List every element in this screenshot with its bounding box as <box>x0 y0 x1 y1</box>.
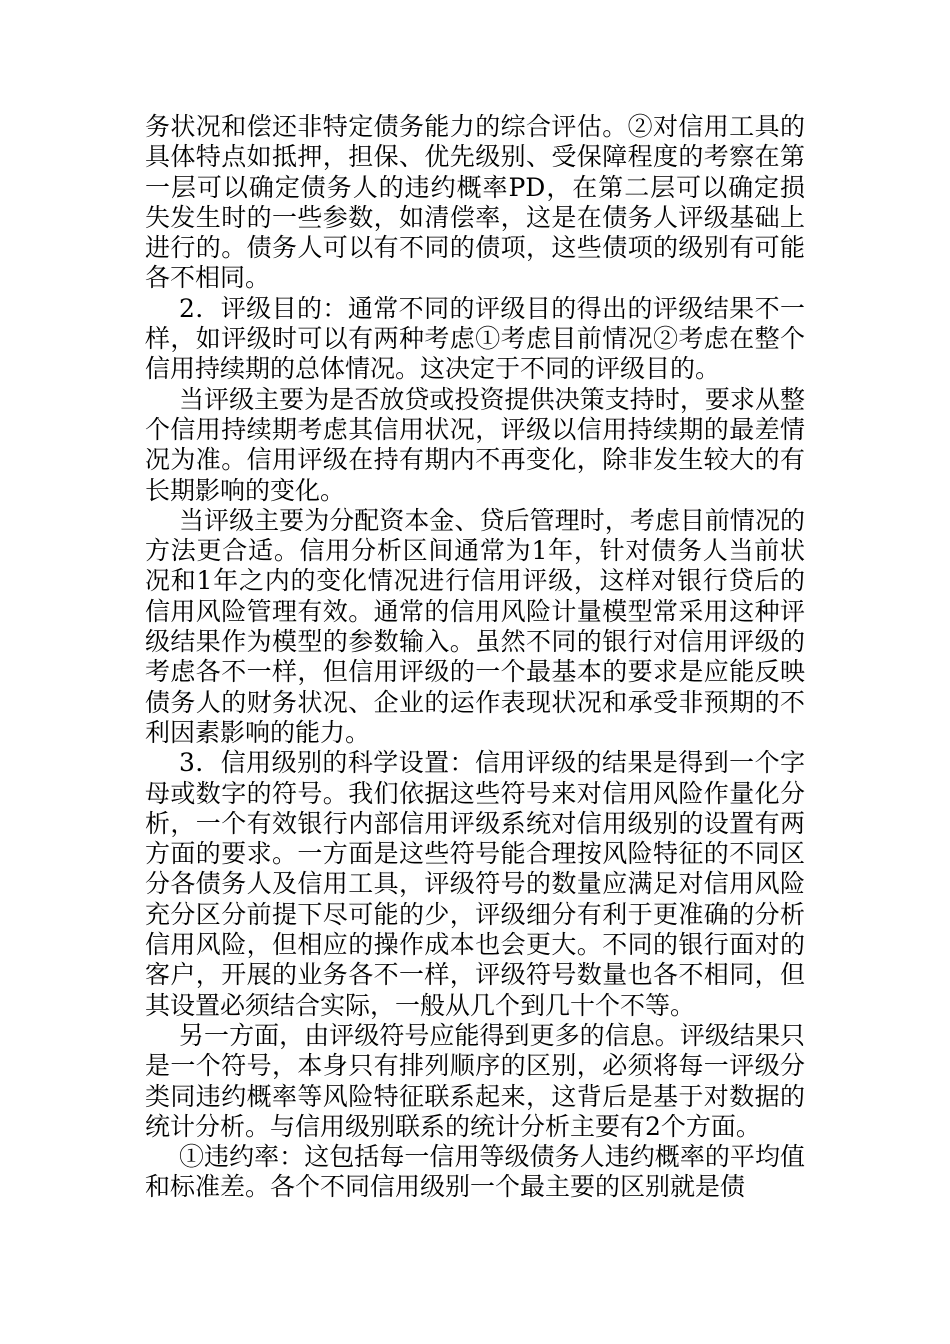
paragraph-2: 2．评级目的：通常不同的评级目的得出的评级结果不一样，如评级时可以有两种考虑①考虑目前情况②考虑在整个信用持续期的总体情况。这决定于不同的评级目的。 <box>145 293 805 384</box>
paragraph-6: 另一方面，由评级符号应能得到更多的信息。评级结果只是一个符号，本身只有排列顺序的区别，必须将每一评级分类同违约概率等风险特征联系起来，这背后是基于对数据的统计分析。与信用级别联系的统计分析主要有2个方面。 <box>145 1020 805 1141</box>
paragraph-4: 当评级主要为分配资本金、贷后管理时，考虑目前情况的方法更合适。信用分析区间通常为1年，针对债务人当前状况和1年之内的变化情况进行信用评级，这样对银行贷后的信用风险管理有效。通常的信用风险计量模型常采用这种评级结果作为模型的参数输入。虽然不同的银行对信用评级的考虑各不一样，但信用评级的一个最基本的要求是应能反映债务人的财务状况、企业的运作表现状况和承受非预期的不利因素影响的能力。 <box>145 505 805 747</box>
paragraph-3: 当评级主要为是否放贷或投资提供决策支持时，要求从整个信用持续期考虑其信用状况，评级以信用持续期的最差情况为准。信用评级在持有期内不再变化，除非发生较大的有长期影响的变化。 <box>145 384 805 505</box>
document-page <box>145 112 805 1203</box>
paragraph-5: 3．信用级别的科学设置：信用评级的结果是得到一个字母或数字的符号。我们依据这些符号来对信用风险作量化分析，一个有效银行内部信用评级系统对信用级别的设置有两方面的要求。一方面是这些符号能合理按风险特征的不同区分各债务人及信用工具，评级符号的数量应满足对信用风险充分区分前提下尽可能的少，评级细分有利于更准确的分析信用风险，但相应的操作成本也会更大。不同的银行面对的客户，开展的业务各不一样，评级符号数量也各不相同，但其设置必须结合实际，一般从几个到几十个不等。 <box>145 748 805 1020</box>
paragraph-1: 务状况和偿还非特定债务能力的综合评估。②对信用工具的具体特点如抵押，担保、优先级别、受保障程度的考察在第一层可以确定债务人的违约概率PD，在第二层可以确定损失发生时的一些参数，如清偿率，这是在债务人评级基础上进行的。债务人可以有不同的债项，这些债项的级别有可能各不相同。 <box>145 112 805 293</box>
paragraph-7: ①违约率：这包括每一信用等级债务人违约概率的平均值和标准差。各个不同信用级别一个最主要的区别就是债 <box>145 1142 805 1202</box>
